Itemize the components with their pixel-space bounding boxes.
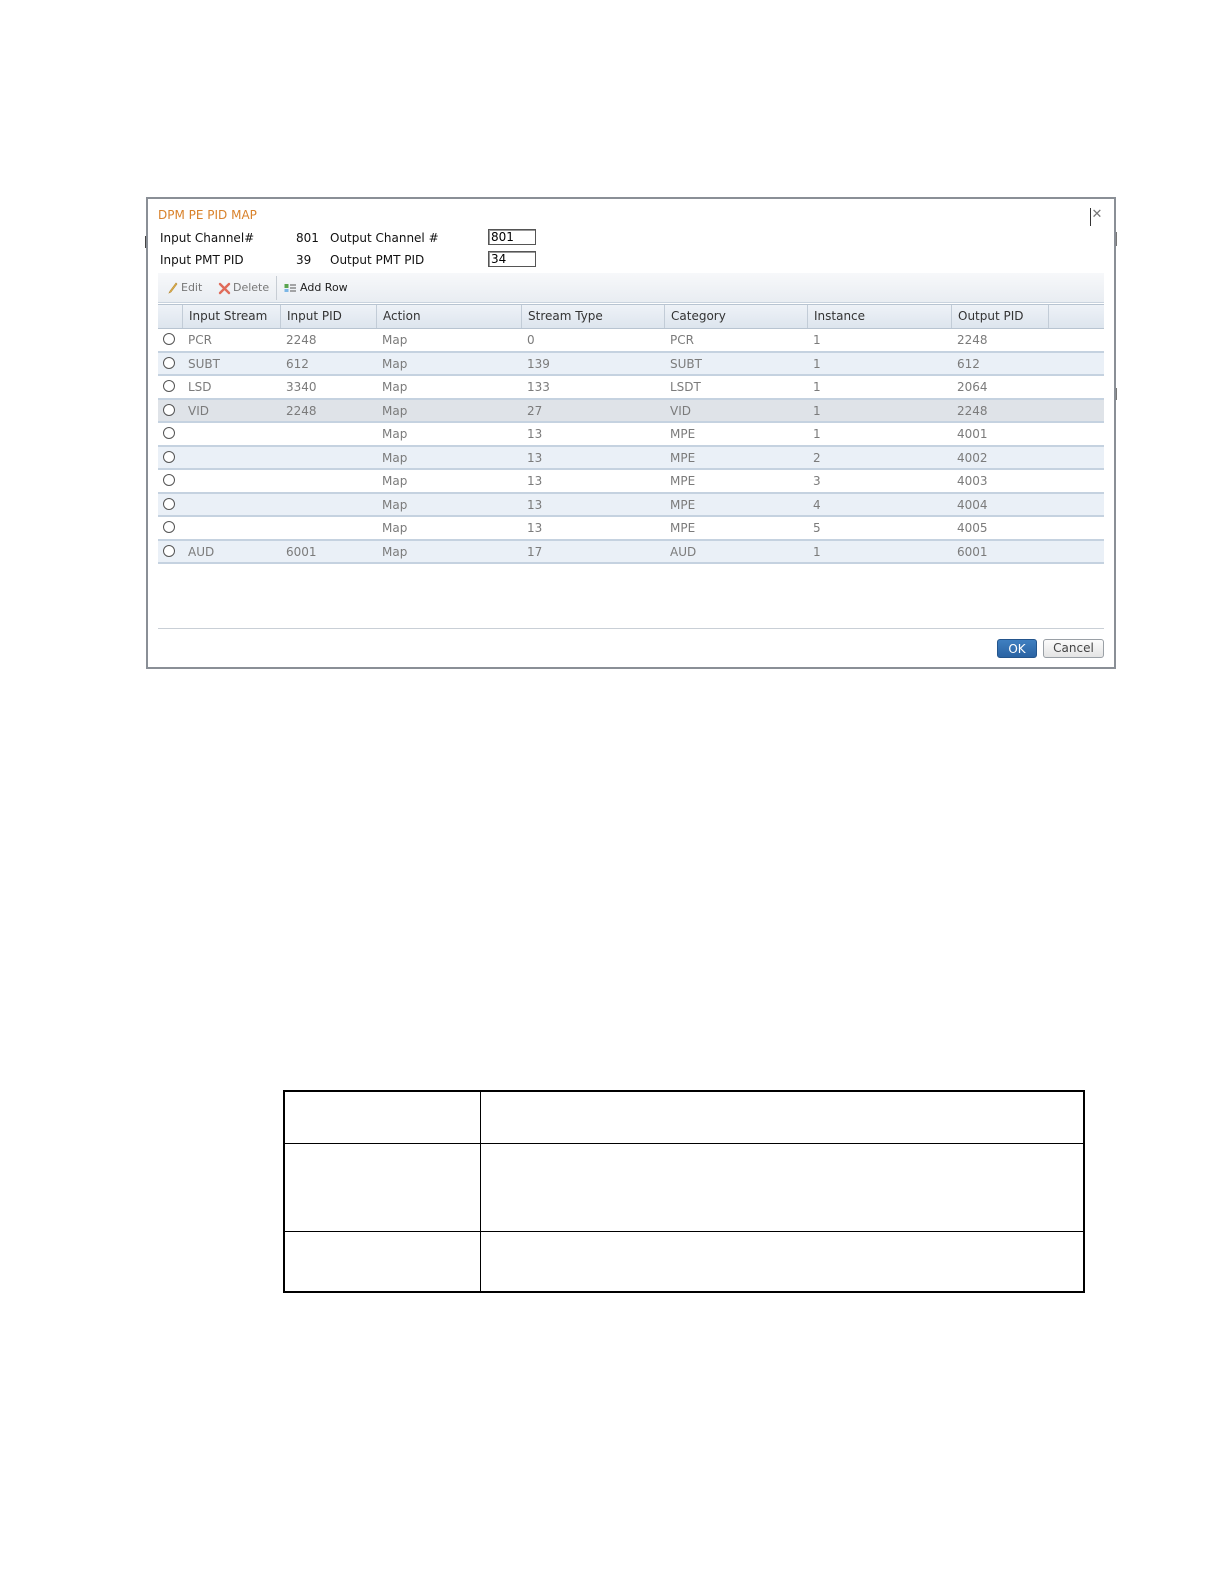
toolbar: [158, 273, 1104, 303]
table-cell-action: Map: [382, 497, 408, 512]
edge-mark: [1116, 232, 1117, 246]
add-row-icon: [284, 282, 297, 294]
table-cell-input-stream: [182, 447, 188, 469]
delete-icon: [218, 282, 230, 294]
table-cell-stream-type: 133: [527, 380, 550, 394]
table-cell: [481, 1231, 1085, 1292]
table-cell: [284, 1231, 481, 1292]
table-cell-stream-type: 139: [527, 356, 550, 371]
table-cell-stream-type: 13: [527, 474, 543, 488]
table-cell-stream-type: 13: [527, 427, 543, 441]
delete-button[interactable]: [218, 281, 269, 294]
table-cell-instance: 3: [813, 474, 821, 488]
add-row-button[interactable]: [284, 281, 348, 294]
row-radio-button[interactable]: [163, 474, 175, 486]
table-cell-instance: 1: [813, 333, 821, 347]
row-radio-button[interactable]: [163, 451, 175, 463]
table-cell-action: Map: [382, 356, 408, 371]
table-row[interactable]: [158, 376, 1104, 400]
table-cell-instance: 1: [813, 403, 821, 418]
table-cell-input-stream: PCR: [188, 333, 212, 347]
table-cell-action: Map: [382, 544, 408, 559]
output-channel-label: Output Channel #: [330, 231, 439, 245]
table-cell-output-pid: 2248: [957, 333, 988, 347]
table-cell-output-pid: 4004: [957, 497, 988, 512]
table-cell-category: MPE: [670, 427, 696, 441]
table-cell-output-pid: 612: [957, 356, 980, 371]
table-row[interactable]: [158, 541, 1104, 565]
table-cell-input-pid: [280, 470, 286, 492]
table-cell-stream-type: 13: [527, 521, 543, 535]
table-cell-output-pid: 4001: [957, 427, 988, 441]
table-cell: [284, 1143, 481, 1231]
table-cell: [481, 1091, 1085, 1143]
column-header[interactable]: Input Stream: [182, 305, 280, 328]
table-cell-input-stream: SUBT: [188, 356, 220, 371]
table-row[interactable]: [158, 423, 1104, 447]
toolbar-separator: [276, 276, 277, 300]
pid-map-dialog: [146, 197, 1116, 669]
table-cell-output-pid: 4002: [957, 450, 988, 465]
table-row[interactable]: [158, 353, 1104, 377]
table-cell-instance: 1: [813, 544, 821, 559]
pid-map-table: [158, 304, 1104, 564]
table-cell-output-pid: 4003: [957, 474, 988, 488]
table-cell-category: PCR: [670, 333, 694, 347]
input-pmt-value: 39: [296, 253, 312, 267]
table-cell-input-pid: 612: [286, 356, 309, 371]
table-cell-stream-type: 0: [527, 333, 535, 347]
table-row[interactable]: [158, 494, 1104, 518]
table-cell-action: Map: [382, 380, 408, 394]
output-pmt-label: Output PMT PID: [330, 253, 425, 267]
table-cell-action: Map: [382, 427, 408, 441]
table-cell-category: SUBT: [670, 356, 702, 371]
row-radio-button[interactable]: [163, 380, 175, 392]
table-cell-input-pid: [280, 447, 286, 469]
row-radio-button[interactable]: [163, 427, 175, 439]
row-radio-button[interactable]: [163, 545, 175, 557]
column-header-filler: [1048, 305, 1104, 328]
output-pmt-input[interactable]: [488, 251, 536, 267]
input-pmt-label: Input PMT PID: [160, 253, 244, 267]
table-cell-category: LSDT: [670, 380, 701, 394]
table-cell: [481, 1143, 1085, 1231]
table-cell-instance: 1: [813, 356, 821, 371]
edit-label: Edit: [181, 281, 203, 294]
table-cell-input-pid: 2248: [286, 403, 317, 418]
row-radio-button[interactable]: [163, 404, 175, 416]
table-cell: [284, 1091, 481, 1143]
table-cell-input-pid: 2248: [286, 333, 317, 347]
close-icon[interactable]: ✕: [1091, 207, 1103, 222]
row-radio-button[interactable]: [163, 521, 175, 533]
table-cell-stream-type: 17: [527, 544, 543, 559]
table-cell-instance: 5: [813, 521, 821, 535]
column-header[interactable]: Action: [376, 305, 521, 328]
column-header[interactable]: Stream Type: [521, 305, 664, 328]
table-cell-output-pid: 2064: [957, 380, 988, 394]
table-cell-input-pid: [280, 423, 286, 445]
output-channel-input[interactable]: [488, 229, 536, 245]
input-channel-value: 801: [296, 231, 319, 245]
table-header: [158, 304, 1104, 329]
edit-button[interactable]: [168, 281, 202, 294]
table-row[interactable]: [158, 329, 1104, 353]
table-cell-instance: 1: [813, 427, 821, 441]
table-cell-action: Map: [382, 333, 408, 347]
table-cell-input-stream: [182, 494, 188, 516]
table-row[interactable]: [158, 400, 1104, 424]
pencil-icon: [168, 282, 178, 294]
table-cell-input-pid: 6001: [286, 544, 317, 559]
ok-button[interactable]: OK: [997, 639, 1037, 658]
table-cell-input-stream: [182, 423, 188, 445]
add-row-label: Add Row: [300, 281, 348, 294]
table-cell-output-pid: 4005: [957, 521, 988, 535]
dialog-title: DPM PE PID MAP: [158, 208, 257, 222]
table-cell-category: AUD: [670, 544, 697, 559]
table-cell-input-stream: AUD: [188, 544, 215, 559]
document-table: [283, 1090, 1085, 1293]
table-cell-category: VID: [670, 403, 691, 418]
table-cell-action: Map: [382, 474, 408, 488]
table-row[interactable]: [158, 517, 1104, 541]
column-header[interactable]: Input PID: [280, 305, 376, 328]
delete-label: Delete: [233, 281, 270, 294]
table-cell-input-stream: [182, 517, 188, 539]
column-header[interactable]: Instance: [807, 305, 951, 328]
table-cell-input-pid: [280, 494, 286, 516]
table-cell-input-pid: 3340: [286, 380, 317, 394]
input-channel-label: Input Channel#: [160, 231, 255, 245]
table-cell-input-stream: VID: [188, 403, 209, 418]
table-cell-output-pid: 6001: [957, 544, 988, 559]
table-cell-category: MPE: [670, 521, 696, 535]
table-cell-input-stream: LSD: [188, 380, 212, 394]
column-header[interactable]: Category: [664, 305, 807, 328]
cancel-button[interactable]: Cancel: [1043, 639, 1104, 658]
table-cell-stream-type: 27: [527, 403, 543, 418]
row-radio-button[interactable]: [163, 333, 175, 345]
table-cell-instance: 1: [813, 380, 821, 394]
table-cell-category: MPE: [670, 474, 696, 488]
table-cell-action: Map: [382, 403, 408, 418]
table-cell-input-stream: [182, 470, 188, 492]
table-row[interactable]: [158, 447, 1104, 471]
table-cell-output-pid: 2248: [957, 403, 988, 418]
table-cell-category: MPE: [670, 450, 696, 465]
footer-divider: [158, 628, 1104, 629]
table-cell-stream-type: 13: [527, 450, 543, 465]
edge-mark: [1116, 388, 1117, 400]
table-cell-instance: 2: [813, 450, 821, 465]
table-cell-action: Map: [382, 521, 408, 535]
table-cell-instance: 4: [813, 497, 821, 512]
table-cell-stream-type: 13: [527, 497, 543, 512]
table-cell-input-pid: [280, 517, 286, 539]
table-cell-action: Map: [382, 450, 408, 465]
row-radio-button[interactable]: [163, 498, 175, 510]
table-row[interactable]: [158, 470, 1104, 494]
table-cell-category: MPE: [670, 497, 696, 512]
row-radio-button[interactable]: [163, 357, 175, 369]
column-header[interactable]: Output PID: [951, 305, 1048, 328]
